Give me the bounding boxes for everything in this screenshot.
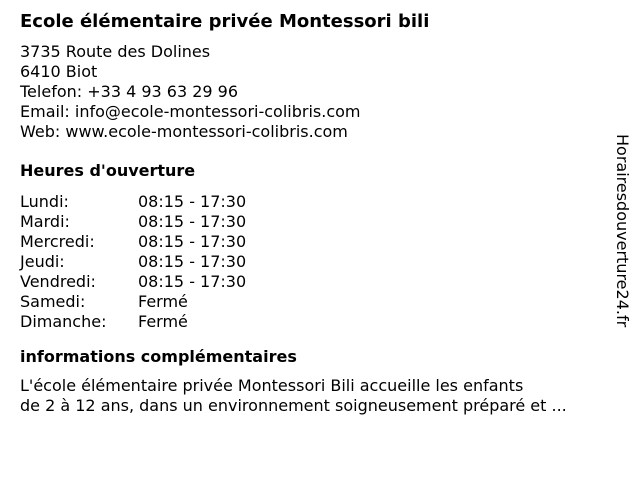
site-watermark: Horairesdouverture24.fr [613,134,632,328]
info-description-line: de 2 à 12 ans, dans un environnement soigneusement préparé et ... [20,396,567,415]
hours-day: Samedi: [20,292,86,311]
hours-row-thursday [20,252,610,272]
hours-time: Fermé [138,312,188,331]
hours-time: 08:15 - 17:30 [138,192,247,211]
address-city: 6410 Biot [20,62,98,81]
hours-day: Vendredi: [20,272,96,291]
phone-number: Telefon: +33 4 93 63 29 96 [20,82,239,101]
hours-row-tuesday [20,212,610,232]
hours-time: 08:15 - 17:30 [138,232,247,251]
hours-day: Jeudi: [20,252,65,271]
hours-time: 08:15 - 17:30 [138,212,247,231]
hours-day: Mercredi: [20,232,95,251]
hours-row-friday [20,272,610,292]
hours-day: Dimanche: [20,312,107,331]
hours-heading: Heures d'ouverture [20,161,196,180]
hours-day: Mardi: [20,212,70,231]
website-address: Web: www.ecole-montessori-colibris.com [20,122,348,141]
business-listing [20,10,610,416]
hours-row-wednesday [20,232,610,252]
hours-table [20,192,610,332]
hours-day: Lundi: [20,192,69,211]
hours-row-saturday [20,292,610,312]
info-description-line: L'école élémentaire privée Montessori Bili accueille les enfants [20,376,524,395]
info-heading: informations complémentaires [20,347,297,366]
business-title: Ecole élémentaire privée Montessori bili [20,11,430,32]
email-address: Email: info@ecole-montessori-colibris.com [20,102,361,121]
address-street: 3735 Route des Dolines [20,42,211,61]
hours-time: Fermé [138,292,188,311]
address-block [20,42,610,142]
hours-row-monday [20,192,610,212]
hours-time: 08:15 - 17:30 [138,272,247,291]
hours-row-sunday [20,312,610,332]
hours-time: 08:15 - 17:30 [138,252,247,271]
info-description [20,376,610,416]
